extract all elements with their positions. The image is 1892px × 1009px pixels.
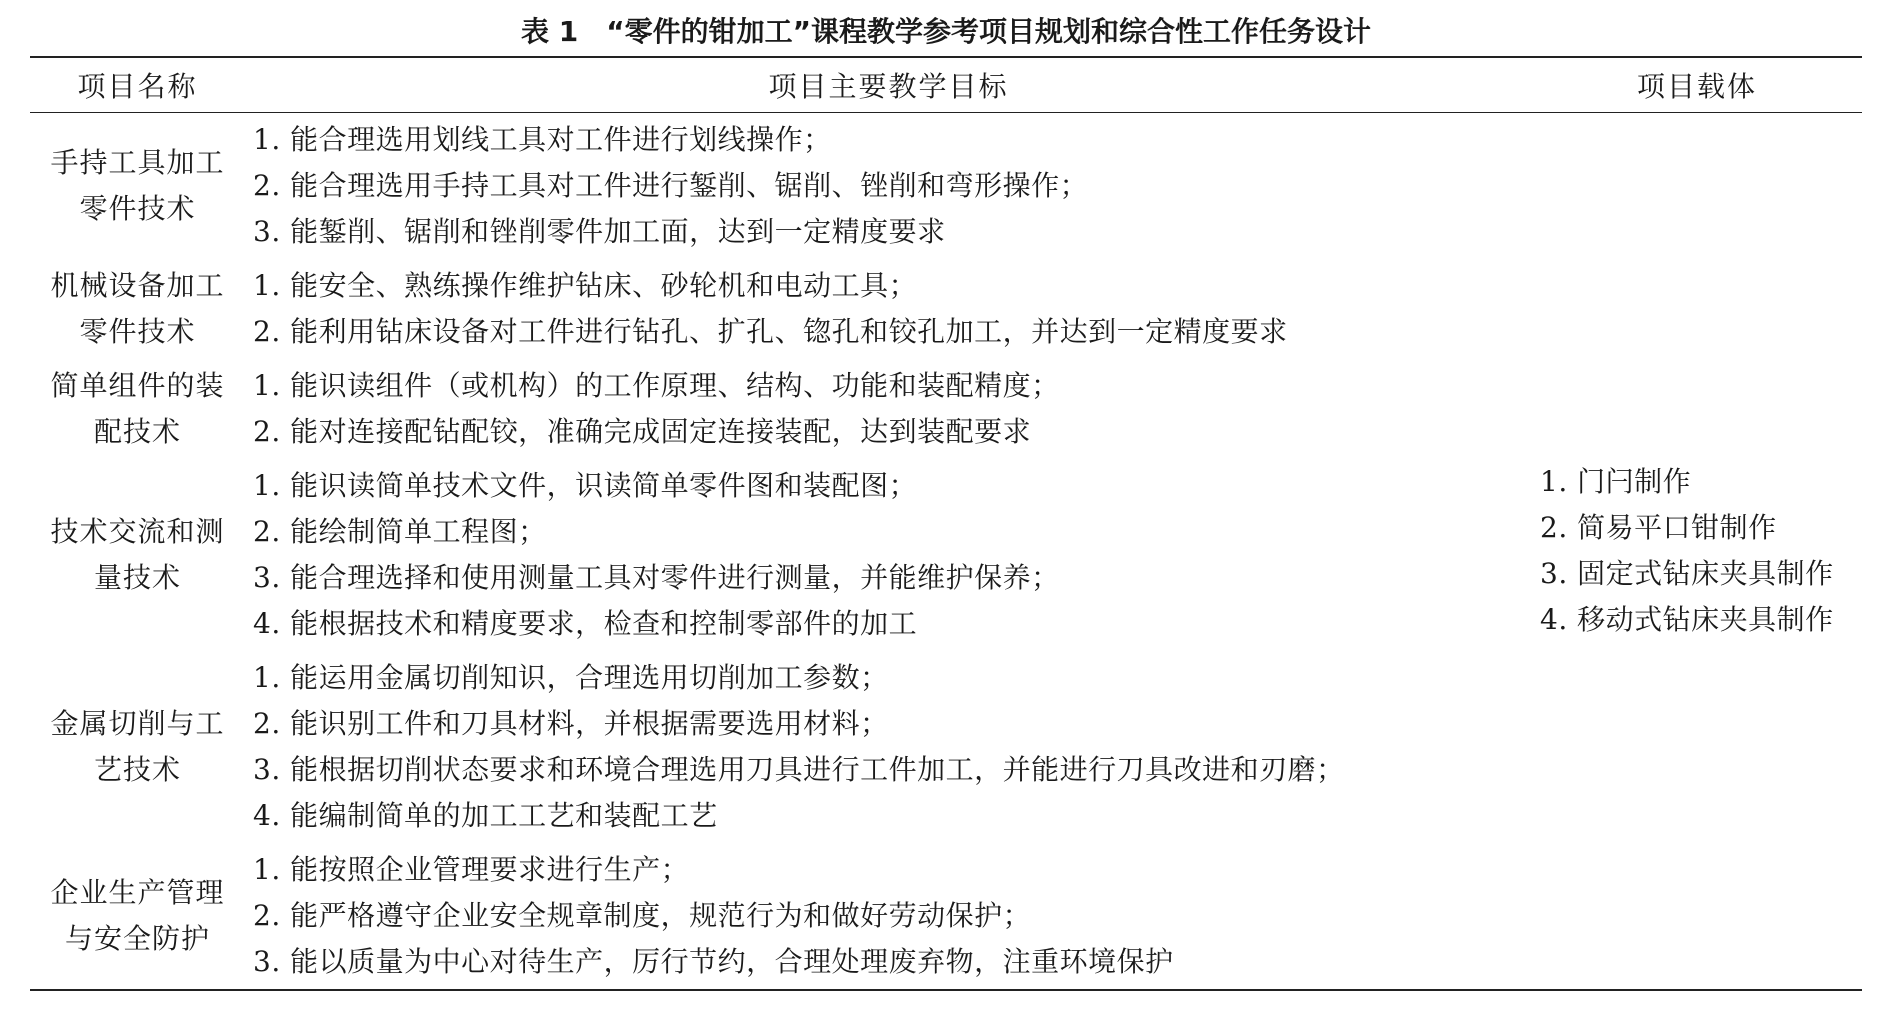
- header-teaching-goals: 项目主要教学目标: [245, 57, 1532, 113]
- project-name-line: 与安全防护: [64, 922, 210, 955]
- teaching-goal-item: 3. 能以质量为中心对待生产，厉行节约，合理处理废弃物，注重环境保护: [253, 945, 1174, 978]
- project-name-cell: [30, 459, 245, 651]
- table-caption: 表 1 “零件的钳加工”课程教学参考项目规划和综合性工作任务设计: [520, 15, 1372, 48]
- project-carrier-item: 3. 固定式钻床夹具制作: [1540, 557, 1834, 590]
- project-name-line: 金属切削与工: [50, 707, 225, 740]
- teaching-goal-item: 1. 能按照企业管理要求进行生产；: [253, 853, 690, 886]
- header-project-carrier: 项目载体: [1532, 57, 1862, 113]
- project-name-line: 艺技术: [93, 753, 181, 786]
- teaching-goal-item: 2. 能合理选用手持工具对工件进行錾削、锯削、锉削和弯形操作；: [253, 169, 1089, 202]
- project-name-cell: [30, 843, 245, 990]
- table-body: [30, 113, 1862, 991]
- teaching-goal-item: 1. 能识读简单技术文件，识读简单零件图和装配图；: [253, 469, 918, 502]
- teaching-goal-item: 3. 能錾削、锯削和锉削零件加工面，达到一定精度要求: [253, 215, 946, 248]
- project-name-cell: [30, 113, 245, 260]
- project-table: [30, 56, 1862, 991]
- project-name-line: 量技术: [93, 561, 181, 594]
- teaching-goals-cell: [245, 113, 1532, 260]
- teaching-goal-item: 1. 能合理选用划线工具对工件进行划线操作；: [253, 123, 832, 156]
- teaching-goal-item: 2. 能严格遵守企业安全规章制度，规范行为和做好劳动保护；: [253, 899, 1032, 932]
- teaching-goals-cell: [245, 259, 1532, 359]
- teaching-goals-cell: [245, 459, 1532, 651]
- project-carrier-item: 4. 移动式钻床夹具制作: [1540, 603, 1834, 636]
- teaching-goal-item: 1. 能识读组件（或机构）的工作原理、结构、功能和装配精度；: [253, 369, 1060, 402]
- header-project-name: 项目名称: [30, 57, 245, 113]
- project-name-line: 简单组件的装: [50, 369, 225, 402]
- project-name-line: 技术交流和测: [50, 515, 225, 548]
- project-carrier-item: 2. 简易平口钳制作: [1540, 511, 1777, 544]
- table-header-row: [30, 57, 1862, 113]
- document-page: [30, 12, 1862, 991]
- teaching-goal-item: 2. 能对连接配钻配铰，准确完成固定连接装配，达到装配要求: [253, 415, 1032, 448]
- teaching-goal-item: 4. 能编制简单的加工工艺和装配工艺: [253, 799, 718, 832]
- project-name-line: 机械设备加工: [50, 269, 225, 302]
- teaching-goal-item: 3. 能根据切削状态要求和环境合理选用刀具进行工件加工，并能进行刀具改进和刃磨；: [253, 753, 1345, 786]
- project-carrier-cell: [1532, 113, 1862, 991]
- project-name-cell: [30, 651, 245, 843]
- teaching-goals-cell: [245, 651, 1532, 843]
- teaching-goals-cell: [245, 359, 1532, 459]
- table-row: [30, 113, 1862, 260]
- project-name-cell: [30, 359, 245, 459]
- project-name-cell: [30, 259, 245, 359]
- teaching-goal-item: 2. 能绘制简单工程图；: [253, 515, 547, 548]
- teaching-goal-item: 3. 能合理选择和使用测量工具对零件进行测量，并能维护保养；: [253, 561, 1060, 594]
- project-carrier-item: 1. 门闩制作: [1540, 465, 1692, 498]
- teaching-goal-item: 1. 能安全、熟练操作维护钻床、砂轮机和电动工具；: [253, 269, 918, 302]
- teaching-goals-cell: [245, 843, 1532, 990]
- project-name-line: 配技术: [93, 415, 181, 448]
- project-name-line: 零件技术: [79, 192, 196, 225]
- project-name-line: 企业生产管理: [50, 876, 225, 909]
- teaching-goal-item: 2. 能利用钻床设备对工件进行钻孔、扩孔、锪孔和铰孔加工，并达到一定精度要求: [253, 315, 1288, 348]
- teaching-goal-item: 2. 能识别工件和刀具材料，并根据需要选用材料；: [253, 707, 889, 740]
- project-name-line: 零件技术: [79, 315, 196, 348]
- teaching-goal-item: 1. 能运用金属切削知识，合理选用切削加工参数；: [253, 661, 889, 694]
- project-name-line: 手持工具加工: [50, 146, 225, 179]
- teaching-goal-item: 4. 能根据技术和精度要求，检查和控制零部件的加工: [253, 607, 918, 640]
